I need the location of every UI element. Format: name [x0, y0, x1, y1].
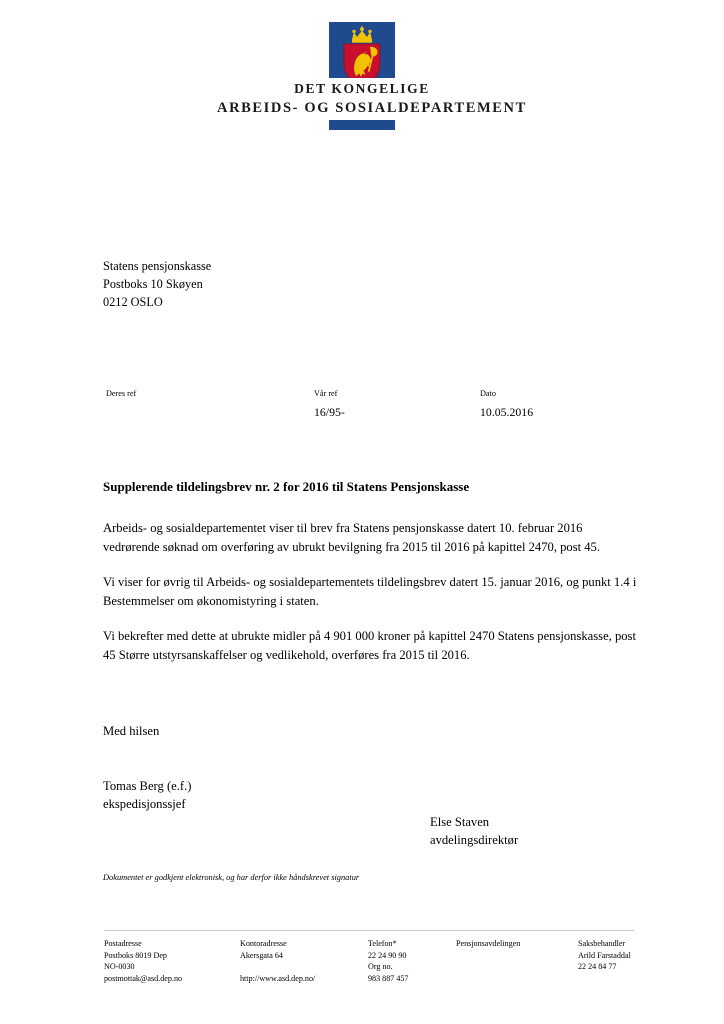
deres-ref-value — [106, 404, 314, 421]
footer-divider — [104, 930, 634, 931]
logo-text — [217, 80, 527, 116]
footer-kontoradresse-url[interactable]: http://www.asd.dep.no/ — [240, 973, 316, 983]
footer-saksbehandler-name: Arild Farstaddal — [578, 950, 631, 960]
footer-column-avdeling — [456, 938, 578, 984]
recipient-street: Postboks 10 Skøyen — [103, 277, 203, 291]
footer-column-telefon — [368, 938, 456, 984]
letter-paragraph-3: Vi bekrefter med dette at ubrukte midler på 4 901 000 kroner på kapittel 2470 Statens pensjonskasse, post 45 Større utstyrsanskaffelser og vedlikehold, overføres fra 2015 til 2016. — [103, 629, 636, 662]
recipient-postal-city: 0212 OSLO — [103, 295, 163, 309]
footer-kontoradresse-line2 — [240, 961, 368, 973]
footer-saksbehandler-phone: 22 24 84 77 — [578, 962, 617, 972]
logo-line-department: ARBEIDS- OG SOSIALDEPARTEMENT — [217, 99, 527, 116]
dato-value: 10.05.2016 — [480, 405, 534, 419]
signature-block-right — [430, 813, 518, 849]
footer-saksbehandler-label: Saksbehandler — [578, 939, 626, 948]
footer-orgno-label: Org no. — [368, 962, 393, 972]
var-ref-label: Vår ref — [314, 389, 338, 398]
footer-telefon-number: 22 24 90 90 — [368, 950, 407, 960]
logo-line-kongelige: DET KONGELIGE — [294, 81, 430, 96]
footer-kontoradresse-line1: Akersgata 64 — [240, 950, 283, 960]
letterhead — [0, 22, 724, 134]
signature-greeting: Med hilsen — [103, 724, 160, 738]
letter-paragraph-1: Arbeids- og sosialdepartementet viser til brev fra Statens pensjonskasse datert 10. februar 2016 vedrørende søknad om overføring av ubrukt bevilgning fra 2015 til 2016 på kapittel 2470, post 45. — [103, 521, 601, 554]
department-logo — [217, 22, 527, 134]
footer-postadresse-line1: Postboks 8019 Dep — [104, 950, 167, 960]
footer-postadresse-label: Postadresse — [104, 939, 142, 948]
footer-postadresse-line2: NO-0030 — [104, 962, 135, 972]
footer-telefon-label: Telefon* — [368, 939, 397, 948]
signatory-left-name: Tomas Berg (e.f.) — [103, 779, 192, 793]
var-ref-value: 16/95- — [314, 405, 345, 419]
footer-column-saksbehandler — [578, 938, 644, 984]
letter-body — [103, 478, 639, 664]
footer-column-kontoradresse — [240, 938, 368, 984]
reference-row — [106, 388, 646, 421]
signatory-right-name: Else Staven — [430, 815, 490, 829]
footer-kontoradresse-label: Kontoradresse — [240, 939, 287, 948]
signature-block-left — [103, 777, 191, 813]
footer-postadresse-email[interactable]: postmottak@asd.dep.no — [104, 973, 183, 983]
electronic-signature-note: Dokumentet er godkjent elektronisk, og har derfor ikke håndskrevet signatur — [103, 873, 360, 882]
recipient-address-block — [103, 257, 211, 311]
letter-paragraph-2: Vi viser for øvrig til Arbeids- og sosialdepartementets tildelingsbrev datert 15. januar 2016, og punkt 1.4 i Bestemmelser om økonomistyring i staten. — [103, 575, 637, 608]
reference-column-dato — [480, 388, 640, 421]
reference-column-var-ref — [314, 388, 480, 421]
footer-column-postadresse — [104, 938, 240, 984]
dato-label: Dato — [480, 389, 496, 398]
signatory-right-title: avdelingsdirektør — [430, 833, 519, 847]
footer-avdeling-label: Pensjonsavdelingen — [456, 939, 521, 948]
reference-column-deres-ref — [106, 388, 314, 421]
footer-orgno-number: 983 887 457 — [368, 973, 409, 983]
page-footer — [104, 938, 644, 984]
letter-title: Supplerende tildelingsbrev nr. 2 for 2016 til Statens Pensjonskasse — [103, 479, 470, 494]
recipient-name: Statens pensjonskasse — [103, 259, 212, 273]
deres-ref-label: Deres ref — [106, 389, 137, 398]
logo-blue-tab — [329, 120, 395, 130]
signatory-left-title: ekspedisjonssjef — [103, 797, 186, 811]
